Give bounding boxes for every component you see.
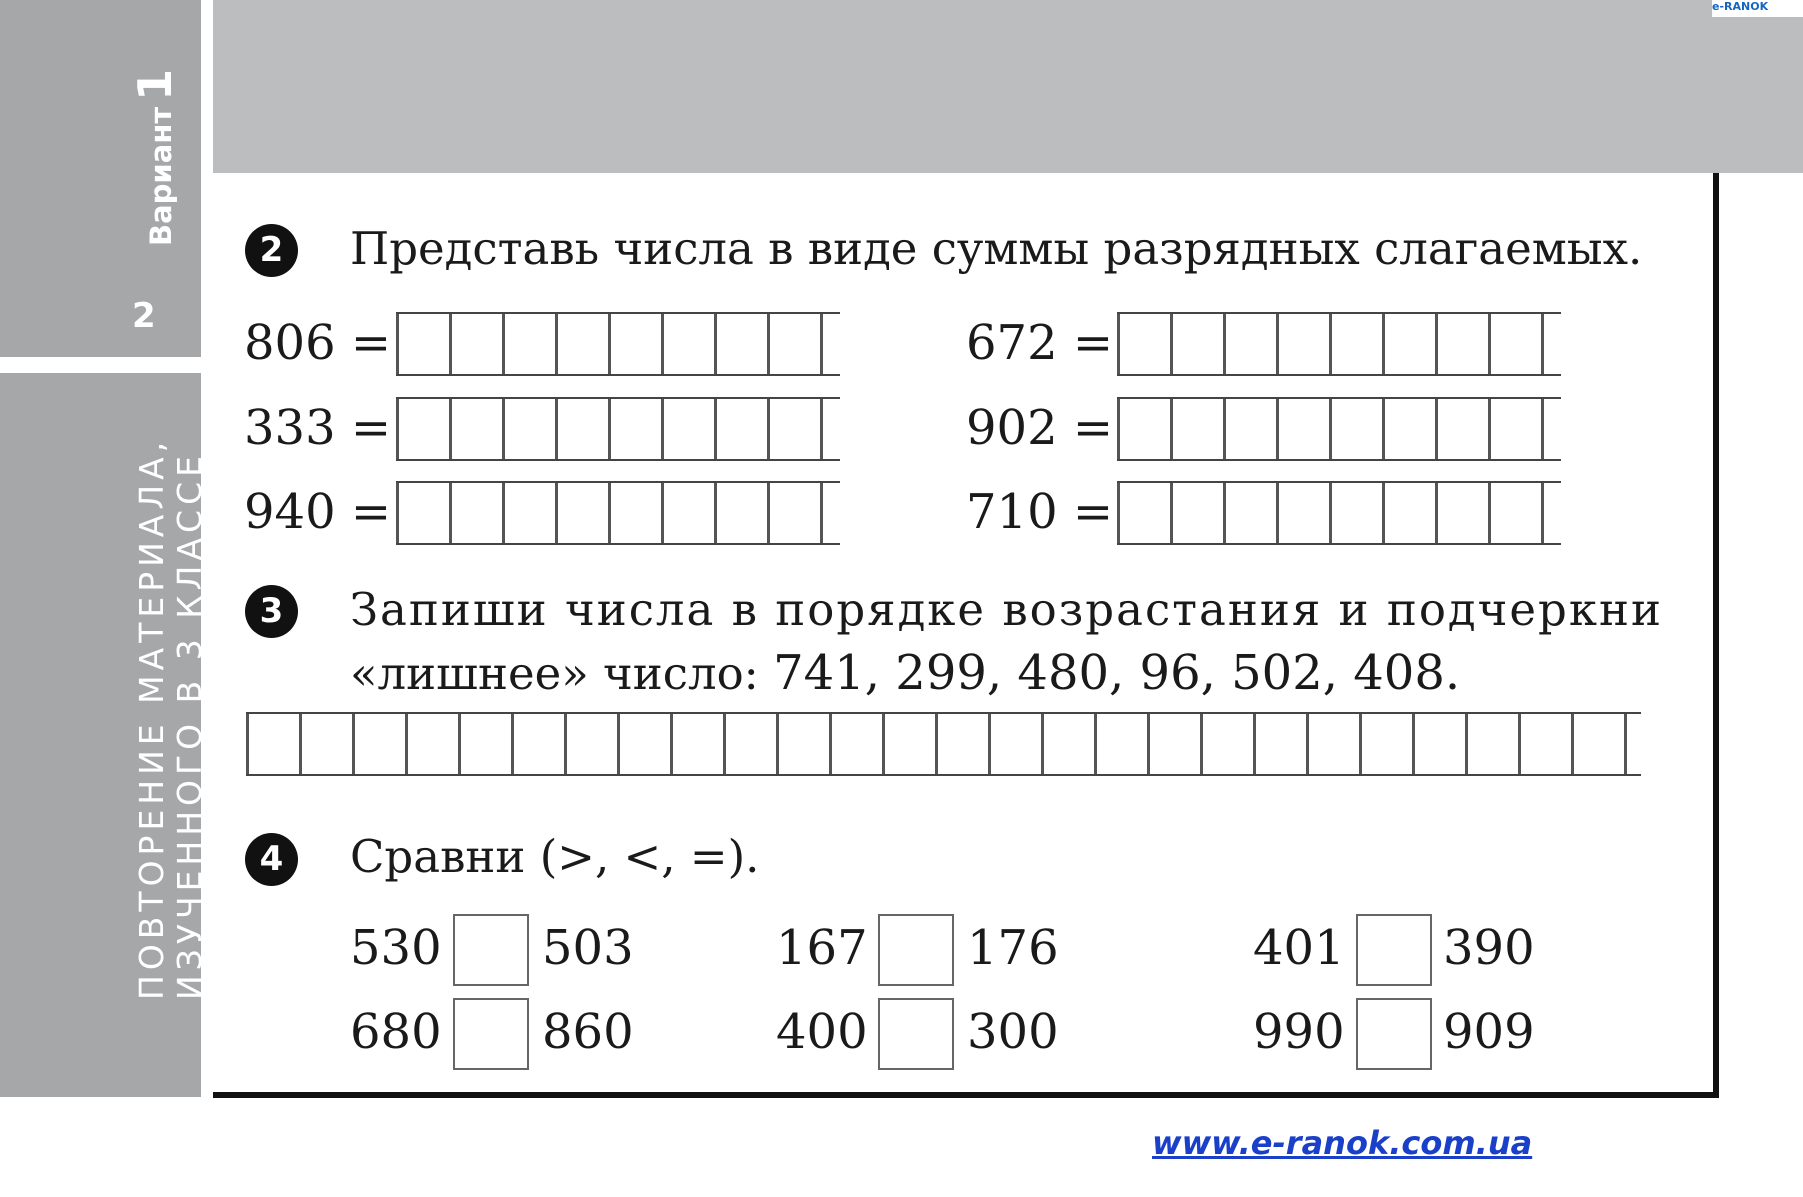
answer-grid-940[interactable] <box>396 481 840 545</box>
website-link[interactable]: www.e-ranok.com.ua <box>1152 1124 1533 1162</box>
answer-grid-806[interactable] <box>396 312 840 376</box>
task3-answer-grid[interactable] <box>246 712 1641 776</box>
task2-left-expr-2: 333 = <box>244 400 392 456</box>
compare-1-box[interactable] <box>453 914 529 986</box>
compare-5-right: 300 <box>967 1004 1059 1060</box>
task2-left-expr-1: 806 = <box>244 315 392 371</box>
compare-1-left: 530 <box>350 920 442 976</box>
frame-right-border <box>1713 173 1719 1097</box>
compare-5-box[interactable] <box>878 998 954 1070</box>
task4-number-badge: 4 <box>245 833 298 886</box>
compare-5-left: 400 <box>776 1004 868 1060</box>
task3-instruction-line2 <box>350 645 1460 701</box>
compare-6-left: 990 <box>1253 1004 1345 1060</box>
compare-2-box[interactable] <box>878 914 954 986</box>
variant-text: Вариант <box>144 106 178 246</box>
variant-number: 1 <box>128 68 182 101</box>
compare-2-right: 176 <box>967 920 1059 976</box>
task3-instruction-line1: Запиши числа в порядке возрастания и подчеркни <box>350 583 1663 636</box>
answer-grid-710[interactable] <box>1117 481 1561 545</box>
task3-instruction-prefix: «лишнее» число: <box>350 647 774 700</box>
task2-right-expr-1: 672 = <box>966 315 1114 371</box>
task4-instruction: Сравни (>, <, =). <box>350 830 760 883</box>
task2-left-expr-3: 940 = <box>244 484 392 540</box>
task3-number-badge: 3 <box>245 585 298 638</box>
task2-right-expr-3: 710 = <box>966 484 1114 540</box>
task3-numbers: 741, 299, 480, 96, 502, 408. <box>773 645 1461 701</box>
compare-6-box[interactable] <box>1356 998 1432 1070</box>
compare-4-right: 860 <box>542 1004 634 1060</box>
page-number: 2 <box>132 296 156 336</box>
answer-grid-672[interactable] <box>1117 312 1561 376</box>
compare-2-left: 167 <box>776 920 868 976</box>
task2-number-badge: 2 <box>245 224 298 277</box>
compare-4-box[interactable] <box>453 998 529 1070</box>
header-band <box>213 0 1803 173</box>
answer-grid-902[interactable] <box>1117 397 1561 461</box>
compare-4-left: 680 <box>350 1004 442 1060</box>
answer-grid-333[interactable] <box>396 397 840 461</box>
compare-1-right: 503 <box>542 920 634 976</box>
section-title-line1: ПОВТОРЕНИЕ МАТЕРИАЛА, <box>132 436 171 1000</box>
task2-instruction: Представь числа в виде суммы разрядных слагаемых. <box>350 222 1643 275</box>
compare-3-right: 390 <box>1443 920 1535 976</box>
compare-3-box[interactable] <box>1356 914 1432 986</box>
compare-3-left: 401 <box>1253 920 1345 976</box>
task2-right-expr-2: 902 = <box>966 400 1114 456</box>
publisher-logo: e-RANOK <box>1712 0 1803 17</box>
section-title-line2: ИЗУЧЕННОГО В 3 КЛАССЕ <box>170 451 209 1000</box>
frame-bottom-border <box>213 1092 1719 1098</box>
compare-6-right: 909 <box>1443 1004 1535 1060</box>
